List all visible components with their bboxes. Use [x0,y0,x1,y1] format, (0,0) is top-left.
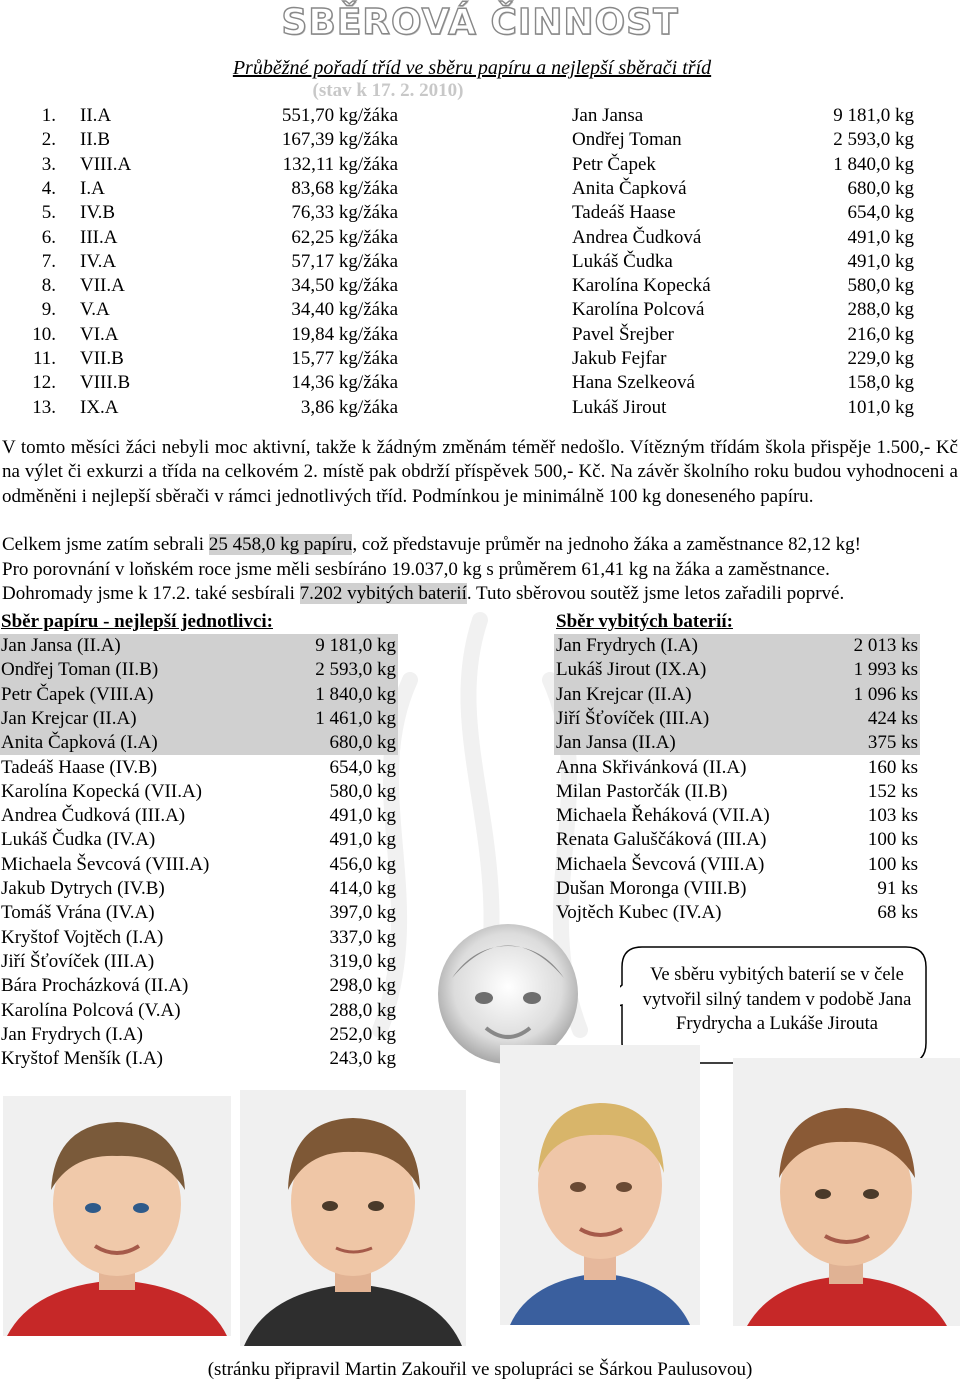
top-collector-amount: 101,0 kg [847,396,914,418]
collector-name: Bára Procházková (II.A) [1,975,189,997]
rank-position: 1. [41,105,56,126]
rank-average: 15,77 kg/žáka [291,348,398,369]
callout-text: Ve sběru vybitých baterií se v čele vytvořil silný tandem v podobě Jana Frydrycha a Lukáše Jirouta [642,965,912,1034]
rank-average: 57,17 kg/žáka [291,250,398,272]
top-collector-amount: 680,0 kg [847,177,914,199]
page-title: SBĚROVÁ ČINNOST [281,2,679,43]
collector-name: Vojtěch Kubec (IV.A) [556,902,722,924]
rank-class: II.B [80,129,111,151]
total-paper-highlight: 25 458,0 kg papíru [208,534,353,556]
list-item [554,707,920,731]
rank-class: VIII.A [80,153,132,175]
rank-position: 6. [41,226,56,248]
top-collector-amount: 491,0 kg [847,226,914,248]
rank-average: 83,68 kg/žáka [291,177,398,199]
child-photo-4 [733,1058,960,1326]
collector-name: Jan Krejcar (II.A) [556,683,692,705]
list-item [554,877,920,901]
collector-name: Jan Krejcar (II.A) [1,707,137,729]
top-collector-amount: 491,0 kg [847,250,914,272]
rank-position: 3. [41,153,56,175]
rank-position: 9. [41,299,56,321]
list-item [0,1023,398,1047]
rank-position: 4. [41,177,56,199]
rank-class: VI.A [80,323,119,345]
collector-amount: 680,0 kg [329,732,396,754]
top-collector-amount: 216,0 kg [847,323,914,345]
status-date: (stav k 17. 2. 2010) [312,80,464,101]
list-item [554,756,920,780]
top-collector-name: Anita Čapková [572,177,687,199]
collector-name: Renata Galuščáková (III.A) [556,829,767,851]
rank-position: 2. [41,129,56,151]
list-item [0,974,398,998]
battery-collectors-list [0,634,960,929]
collector-name: Karolína Kopecká (VII.A) [1,780,202,802]
table-row [0,250,960,274]
list-item [0,1047,398,1071]
list-item [554,658,920,682]
collector-name: Milan Pastorčák (II.B) [556,780,728,802]
table-row [0,128,960,152]
collector-amount: 91 ks [877,878,918,899]
list-item [0,999,398,1023]
rank-class: V.A [80,299,110,321]
table-row [0,371,960,395]
collector-amount: 2 593,0 kg [315,659,396,681]
collector-amount: 424 ks [867,707,918,729]
table-row [0,104,960,128]
collector-name: Kryštof Menšík (I.A) [1,1048,164,1070]
collector-name: Michaela Ševcová (VIII.A) [1,853,210,875]
collector-amount: 298,0 kg [329,975,396,997]
collector-name: Dušan Moronga (VIII.B) [556,878,747,899]
child-portrait-2 [240,1090,466,1346]
ranking-table [0,104,960,422]
rank-average: 76,33 kg/žáka [291,202,398,224]
table-row [0,153,960,177]
collector-amount: 68 ks [877,902,918,924]
collector-name: Ondřej Toman (II.B) [1,659,159,681]
page-subtitle: Průběžné pořadí tříd ve sběru papíru a nejlepší sběrači tříd [232,57,712,79]
rank-average: 167,39 kg/žáka [281,129,398,151]
collector-name: Jan Frydrych (I.A) [1,1023,143,1045]
collector-name: Michaela Ševcová (VIII.A) [556,853,765,875]
top-collector-name: Pavel Šrejber [572,323,674,345]
top-collector-name: Karolína Polcová [572,299,705,321]
top-collector-name: Petr Čapek [572,153,656,175]
collector-name: Tadeáš Haase (IV.B) [1,756,158,778]
list-item [0,950,398,974]
collector-name: Jakub Dytrych (IV.B) [1,878,165,899]
rank-position: 10. [32,323,56,345]
top-collector-amount: 158,0 kg [847,372,914,394]
rank-class: I.A [80,177,105,199]
list-item [554,804,920,828]
rank-class: II.A [80,105,112,126]
list-item [554,683,920,707]
collector-name: Tomáš Vrána (IV.A) [1,902,155,924]
rank-position: 8. [41,275,56,297]
top-collector-amount: 229,0 kg [847,348,914,369]
battery-total-paragraph [2,582,958,606]
rank-class: III.A [80,226,118,248]
rank-position: 13. [32,396,56,418]
collector-amount: 1 096 ks [853,683,918,705]
comparison-paragraph: Pro porovnání v loňském roce jsme měli sesbíráno 19.037,0 kg s průměrem 61,41 kg na žáka a zaměstnance. [2,558,830,580]
collector-name: Jan Frydrych (I.A) [556,635,698,656]
rank-average: 34,40 kg/žáka [291,299,398,321]
child-portrait-1 [3,1096,231,1336]
collector-amount: 397,0 kg [329,902,396,924]
child-portrait-4 [733,1058,960,1326]
collector-name: Anita Čapková (I.A) [1,732,158,754]
list-item [554,901,920,925]
rank-average: 132,11 kg/žáka [282,153,398,175]
top-collector-amount: 580,0 kg [847,275,914,297]
battery-total-highlight: 7.202 vybitých baterií [299,582,467,604]
total-paper-text-end: , což představuje průměr na jednoho žáka a zaměstnance 82,12 kg! [352,534,861,556]
top-collector-name: Jakub Fejfar [572,348,667,369]
table-row [0,201,960,225]
table-row [0,298,960,322]
rank-position: 12. [32,372,56,394]
collector-name: Jan Jansa (II.A) [556,732,676,754]
collector-amount: 337,0 kg [329,926,396,948]
table-row [0,274,960,298]
list-item [554,731,920,755]
collector-name: Jan Jansa (II.A) [1,635,121,656]
collector-name: Michaela Řeháková (VII.A) [556,805,770,827]
total-paper-paragraph [2,533,958,557]
rank-class: VII.A [80,275,125,297]
top-collector-amount: 1 840,0 kg [833,153,914,175]
collector-name: Petr Čapek (VIII.A) [1,683,154,705]
rank-position: 5. [41,202,56,224]
collector-amount: 654,0 kg [329,756,396,778]
collector-name: Andrea Čudková (III.A) [1,805,186,827]
top-collector-amount: 2 593,0 kg [833,129,914,151]
top-collector-name: Lukáš Jirout [572,396,667,418]
total-paper-text-start: Celkem jsme zatím sebrali [2,534,209,556]
rank-class: VIII.B [80,372,131,394]
collector-amount: 491,0 kg [329,805,396,827]
top-collector-name: Tadeáš Haase [572,202,676,224]
list-item [554,634,920,658]
child-portrait-3 [500,1045,700,1325]
battery-total-text-end: . Tuto sběrovou soutěž jsme letos zařadili poprvé. [466,582,845,604]
rank-average: 19,84 kg/žáka [291,323,398,345]
collector-name: Jiří Šťovíček (III.A) [1,950,155,972]
child-photo-2 [240,1090,466,1346]
collector-name: Lukáš Jirout (IX.A) [556,659,707,681]
table-row [0,226,960,250]
child-photo-3 [500,1045,700,1325]
top-collector-name: Ondřej Toman [572,129,682,151]
collector-amount: 100 ks [867,853,918,875]
top-collector-name: Andrea Čudková [572,226,702,248]
paper-list-heading: Sběr papíru - nejlepší jednotlivci: [1,611,273,632]
collector-amount: 1 461,0 kg [315,707,396,729]
rank-position: 7. [41,250,56,272]
top-collector-amount: 288,0 kg [847,299,914,321]
list-item [554,828,920,852]
collector-amount: 252,0 kg [329,1023,396,1045]
collector-amount: 491,0 kg [329,829,396,851]
collector-amount: 414,0 kg [329,878,396,899]
collector-amount: 319,0 kg [329,950,396,972]
table-row [0,177,960,201]
collector-amount: 456,0 kg [329,853,396,875]
collector-amount: 288,0 kg [329,999,396,1021]
table-row [0,396,960,420]
top-collector-name: Lukáš Čudka [572,250,673,272]
rank-average: 14,36 kg/žáka [291,372,398,394]
top-collector-amount: 654,0 kg [847,202,914,224]
collector-name: Karolína Polcová (V.A) [1,999,181,1021]
collector-amount: 2 013 ks [853,635,918,656]
collector-name: Anna Skřivánková (II.A) [556,756,747,778]
collector-amount: 152 ks [867,780,918,802]
list-item [554,853,920,877]
rank-position: 11. [32,348,56,369]
collector-name: Kryštof Vojtěch (I.A) [1,926,164,948]
rank-average: 551,70 kg/žáka [281,105,398,126]
collector-amount: 243,0 kg [329,1048,396,1070]
rank-average: 3,86 kg/žáka [300,396,398,418]
collector-amount: 9 181,0 kg [315,635,396,656]
rank-class: IV.A [80,250,117,272]
rank-class: VII.B [80,348,124,369]
list-item [554,780,920,804]
collector-name: Lukáš Čudka (IV.A) [1,829,156,851]
battery-total-text-start: Dohromady jsme k 17.2. také sesbírali [2,582,300,604]
intro-paragraph: V tomto měsíci žáci nebyli moc aktivní, takže k žádným změnám téměř nedošlo. Vítězným třídám škola přispěje 1.500,- Kč na výlet či exkurzi a třída na celkovém 2. místě pak obdrží příspěvek 500,- Kč. Na závěr školního roku budou vyhodnoceni a odměněni i nejlepší sběrači v rámci jednotlivých tříd. Podmínkou je minimálně 100 kg doneseného papíru. [2,437,958,507]
table-row [0,347,960,371]
rank-class: IV.B [80,202,116,224]
collector-amount: 160 ks [867,756,918,778]
page-footer: (stránku připravil Martin Zakouřil ve spolupráci se Šárkou Paulusovou) [207,1359,753,1380]
rank-class: IX.A [80,396,119,418]
collector-amount: 375 ks [867,732,918,754]
list-item [0,926,398,950]
collector-name: Jiří Šťovíček (III.A) [556,707,710,729]
rank-average: 62,25 kg/žáka [291,226,398,248]
table-row [0,323,960,347]
collector-amount: 580,0 kg [329,780,396,802]
collector-amount: 1 840,0 kg [315,683,396,705]
battery-list-heading: Sběr vybitých baterií: [556,611,733,632]
child-photo-1 [3,1096,231,1336]
top-collector-name: Hana Szelkeová [572,372,695,394]
rank-average: 34,50 kg/žáka [291,275,398,297]
collector-amount: 1 993 ks [853,659,918,681]
top-collector-amount: 9 181,0 kg [833,105,914,126]
top-collector-name: Jan Jansa [572,105,644,126]
top-collector-name: Karolína Kopecká [572,275,711,297]
collector-amount: 100 ks [867,829,918,851]
collector-amount: 103 ks [867,805,918,827]
